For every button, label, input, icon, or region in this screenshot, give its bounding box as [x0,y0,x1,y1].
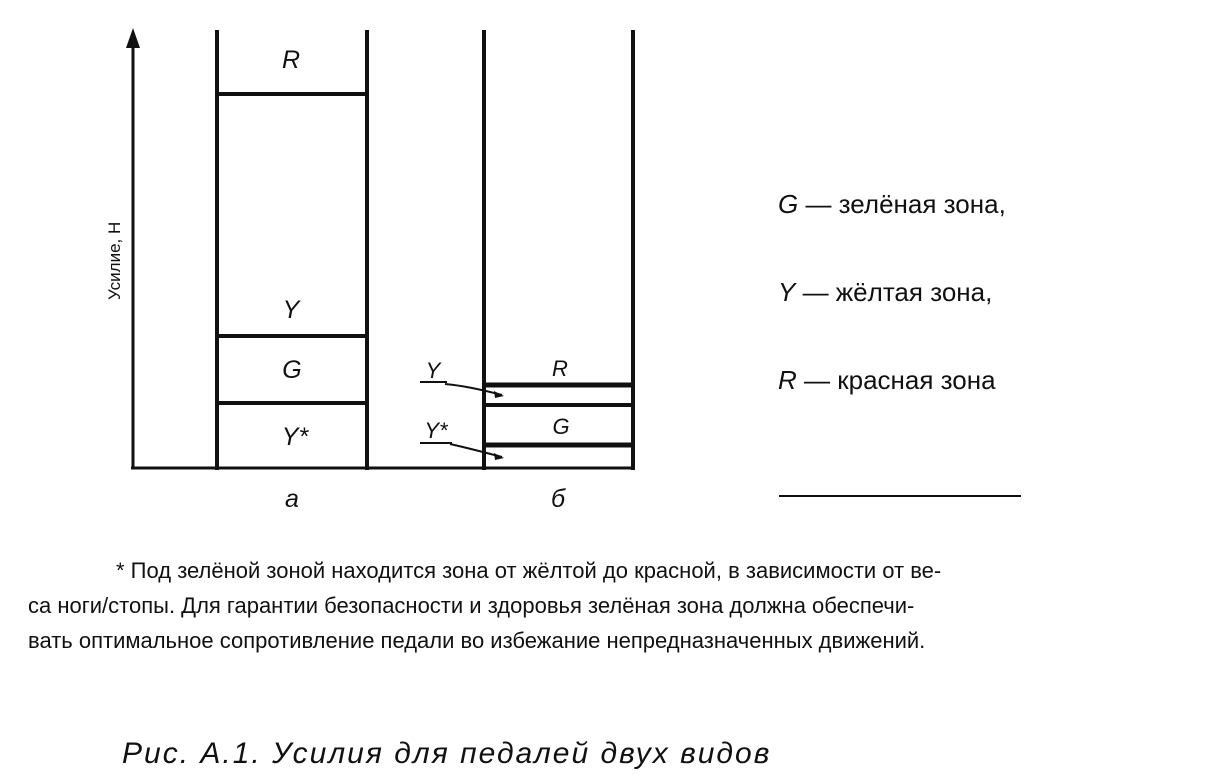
pedal-b-zone-g: G [552,414,570,439]
legend-text-red: — красная зона [796,365,996,395]
legend-text-yellow: — жёлтая зона, [795,277,993,307]
pedal-b-pointer-y-label: Y [425,358,441,383]
pedal-b-label: б [550,485,566,513]
footnote-line-3: вать оптимальное сопротивление педали во избежание непредназначенных движений. [28,628,926,653]
footnote-line-1-text: * Под зелёной зоной находится зона от жёлтой до красной, в зависимости от ве- [116,558,942,583]
footnote-line-2: са ноги/стопы. Для гарантии безопасности и здоровья зелёная зона должна обеспечи- [28,593,915,618]
legend-key-yellow: Y [778,277,796,307]
legend-key-red: R [778,365,797,395]
pedal-a-zone-r: R [281,46,301,74]
pedal-a-zone-g: G [282,356,302,384]
pedal-b-zone-r: R [552,356,568,381]
legend-item-red [778,366,1108,394]
y-axis-label: Усилие, Н [105,221,124,300]
pedal-a-zone-y: Y [282,296,300,324]
footnote [28,553,1188,658]
pedal-a [217,30,367,513]
pedal-b-pointer-ystar-arrowhead [494,453,504,460]
pedal-b-pointer-y-arrowhead [494,391,504,398]
legend-item-yellow [778,278,1108,306]
pedal-b [420,30,633,513]
pedal-a-label: а [285,485,299,513]
legend-item-green [778,190,1108,218]
legend-text-green: — зелёная зона, [798,189,1006,219]
footnote-line-1 [28,553,1188,588]
legend-divider [779,495,1021,497]
pedal-a-zone-ystar: Y* [281,423,309,451]
y-axis-arrow [126,28,140,48]
pedal-b-pointer-ystar-label: Y* [424,418,448,443]
figure-caption: Рис. А.1. Усилия для педалей двух видов [122,737,772,770]
legend [778,190,1108,394]
legend-key-green: G [778,189,799,219]
